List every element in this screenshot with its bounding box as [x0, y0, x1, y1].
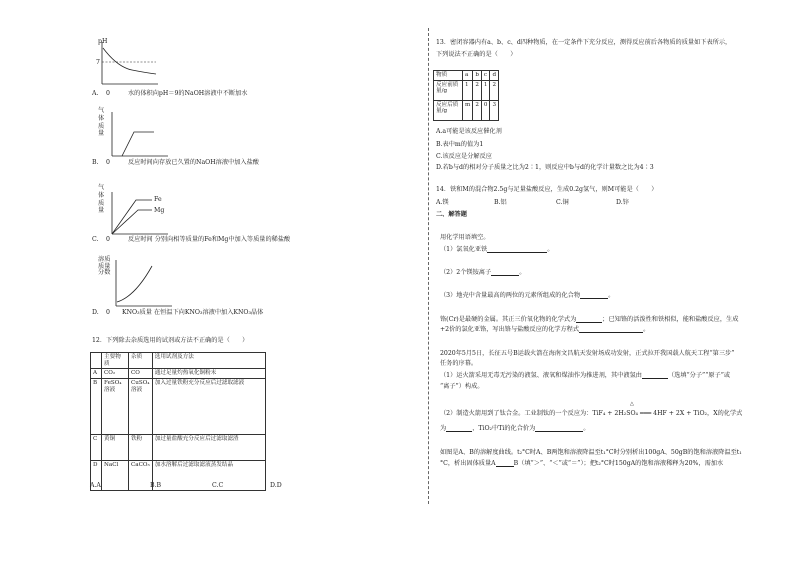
answer-blank[interactable]	[491, 269, 519, 276]
graph-a	[102, 40, 162, 90]
q12-option-b: B.B	[150, 482, 162, 489]
answer-blank[interactable]	[535, 425, 583, 432]
graph-d-caption: KNO₃质量 在恒温下向KNO₃溶液中加入KNO₃晶体	[122, 309, 264, 316]
graph-c-label-fe: Fe	[154, 196, 162, 203]
q13-title-2: 下列说法不正确的是（ ）	[436, 51, 517, 58]
q14-option-a: A.镁	[436, 199, 449, 206]
chrome-question-line2: +2价的氯化亚铬，写出铬与盐酸反应的化学方程式 。	[440, 326, 650, 333]
fill-intro: 用化学用语填空。	[440, 234, 490, 241]
graph-a-tick-7: 7	[96, 59, 100, 66]
answer-blank[interactable]	[496, 460, 514, 467]
q13-option-a: A.a可能是该反应催化剂	[436, 128, 502, 135]
q13-option-b: B.表中m的值为1	[436, 141, 484, 148]
column-divider	[428, 28, 429, 504]
graph-d-origin: 0	[106, 309, 110, 316]
table-row: D NaCl CaCO₃ 加水溶解后过滤取滤液蒸发结晶	[91, 461, 266, 491]
answer-blank[interactable]	[487, 246, 547, 253]
table-row	[91, 353, 266, 369]
graph-a-ylabel: pH	[98, 38, 108, 45]
graph-c-letter: C.	[92, 236, 99, 243]
graph-c-caption: 反应时间 分别向相等质量的Fe和Mg中加入等质量的稀盐酸	[128, 236, 291, 243]
table-row: C 黄铜 铁粉 加过量盐酸充分反应后过滤取滤渣	[91, 435, 266, 461]
graph-b-origin: 0	[106, 159, 110, 166]
titanium-line-2: 为 ，TiO₂中Ti的化合价为 。	[440, 425, 590, 432]
q12-header-impurity: 杂质	[129, 353, 153, 369]
table-row: 反应前质量/g 1 2 1 2	[434, 80, 499, 100]
q12-header-blank	[91, 353, 102, 369]
fill-item-3: （3）地壳中含量最高的两位的元素所组成的化合物 。	[440, 292, 615, 299]
titanium-line-1: （2）制造火箭用到了钛合金。工业制钛的一个反应为：TiF₄ + 2H₂SO₄ ═══ 4HF + 2X + TiO₂，X的化学式	[440, 410, 743, 417]
q14-option-b: B.铝	[494, 199, 507, 206]
q12-option-d: D.D	[270, 482, 282, 489]
q13-option-c: C.该反应是分解反应	[436, 153, 492, 160]
answer-blank[interactable]	[446, 425, 472, 432]
q12-header-substance: 主要物质	[102, 353, 129, 369]
chrome-question: 铬(Cr)是最硬的金属。其正三价氧化物的化学式为 ；已知铬的活泼性和铁相似，能和盐酸反应，生成	[440, 316, 739, 323]
graph-d	[116, 258, 176, 308]
q13-table	[433, 70, 499, 121]
fill-item-1: （1）氯氧化亚铁 。	[440, 246, 554, 253]
graph-c-origin: 0	[106, 236, 110, 243]
q14-option-c: C.铜	[556, 199, 569, 206]
graph-b-letter: B.	[92, 159, 99, 166]
graph-a-origin: 0	[106, 90, 110, 97]
graph-d-ylabel: 溶质 质量 分数	[98, 256, 111, 276]
answer-blank[interactable]	[579, 326, 643, 333]
q12-header-method: 选用试剂及方法	[152, 353, 265, 369]
table-row: 物质 a b c d	[434, 71, 499, 81]
graph-b-caption: 反应时间向存放已久置的NaOH溶液中加入盐酸	[128, 159, 259, 166]
q13-title: 13．密闭容器内有a、b、c、d四种物质，在一定条件下充分反应，测得反应前后各物质的质量如下表所示，	[436, 39, 732, 46]
graph-b-ylabel: 气 体 质 量	[98, 107, 105, 138]
answer-blank[interactable]	[642, 372, 668, 379]
graph-a-letter: A.	[92, 90, 99, 97]
q12-option-c: C.C	[212, 482, 224, 489]
q12-table	[90, 352, 266, 491]
rocket-line-1: 2020年5月5日，长征五号B运载火箭在海南文昌航天发射场成功发射，正式拉开我国载人航天工程“第三步”	[440, 350, 735, 357]
q14-title: 14．铁和M的混合物2.5g与足量盐酸反应，生成0.2g氢气，则M可能是（ ）	[436, 186, 658, 193]
answer-blank[interactable]	[580, 292, 608, 299]
solubility-line-1: 如图是A、B的溶解度曲线。t₂°C时A、B两饱和溶液降温至t₁°C时分别析出100gA、50gB的饱和溶液降温至t₁	[440, 449, 742, 456]
rocket-line-2: 任务的序幕。	[440, 360, 478, 367]
rocket-line-4: “离子”）构成。	[440, 383, 484, 390]
table-row: 反应后质量/g m 2 0 3	[434, 100, 499, 120]
graph-c-label-mg: Mg	[154, 207, 165, 214]
q12-option-a: A.A	[90, 482, 101, 489]
q12-title: 12．下列除去杂质选用的试剂或方法不正确的是（ ）	[92, 337, 249, 344]
section-2-heading: 二、解答题	[436, 211, 467, 218]
graph-a-caption: 水的体积向pH＝9的NaOH溶液中不断加水	[128, 90, 248, 97]
q13-option-d: D.若b与d的相对分子质量之比为2∶1，则反应中b与d的化学计量数之比为4∶3	[436, 164, 654, 171]
rocket-line-3: （1）运火箭采用无毒无污染的液氢、液氧和煤油作为推进剂，其中液氢由 （选填“分子”“原子”或	[440, 372, 731, 379]
q14-option-d: D.锌	[616, 199, 629, 206]
table-row: A CO₂ CO 通过足量灼热氧化铜粉末	[91, 369, 266, 379]
solubility-line-2: °C，析出固体质量A B（填“＞”、“＜”或“＝”）；把t₂°C时150gA的饱和溶液稀释为20%，需加水	[440, 460, 724, 467]
reaction-condition: △	[630, 401, 634, 407]
graph-d-letter: D.	[92, 309, 99, 316]
table-row: B FeSO₄溶液 CuSO₄溶液 加入过量铁粉充分反应后过滤取滤液	[91, 379, 266, 435]
graph-c-ylabel: 气 体 质 量	[98, 184, 105, 215]
fill-item-2: （2）2个镁铵离子 。	[440, 269, 526, 276]
graph-b	[112, 110, 172, 160]
answer-blank[interactable]	[576, 316, 602, 323]
